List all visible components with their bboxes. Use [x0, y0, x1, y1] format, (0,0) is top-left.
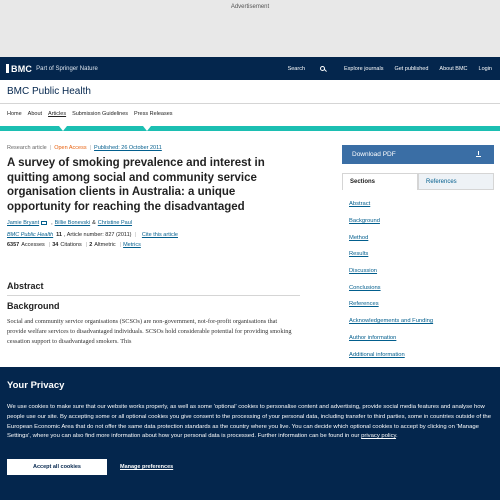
privacy-title: Your Privacy	[7, 380, 65, 391]
nav-indicator-notch	[59, 126, 67, 131]
nav-indicator-notch	[143, 126, 151, 131]
get-published-link[interactable]: Get published	[394, 65, 429, 72]
abstract-text: Social and community service organisations (SCSOs) are non-government, not-for-profit organisations that provide welfare services to disadvantaged individuals. SCSOs hold considerable potential for providing smoking cessation support to disadvantaged smokers. This	[7, 318, 292, 345]
metrics-link[interactable]: Metrics	[123, 242, 141, 248]
metrics-separator: |	[119, 242, 122, 248]
section-link-method[interactable]: Method	[349, 234, 369, 241]
privacy-body: We use cookies to make sure that our website works properly, as well as some 'optional' cookies to personalise content and advertising, provide social media features and analyse how people use our site. By accepting some or all optional cookies you give consent to the processing of your personal data, including transfer to third parties, some in countries outside of the European Economic Area that do not offer the same data protection standards as the country where you live. You can decide which optional cookies to accept by clicking on 'Manage Settings', where you can also find more information about how your personal data is processed. Further information can be found in our	[7, 404, 491, 440]
section-link-additional-information[interactable]: Additional information	[349, 351, 405, 358]
author-link[interactable]: Billie Bonevski	[54, 220, 91, 226]
article-metrics	[7, 242, 307, 248]
sections-list	[342, 196, 494, 363]
altmetric-count: 2	[89, 242, 93, 248]
nav-articles[interactable]: Articles	[48, 111, 67, 117]
mail-icon[interactable]	[41, 221, 47, 225]
author-link[interactable]: Christine Paul	[97, 220, 133, 226]
citation-line	[7, 232, 307, 238]
privacy-policy-link[interactable]: privacy policy	[361, 433, 397, 440]
citations-count: 34	[52, 242, 59, 248]
journal-navigation	[7, 111, 179, 117]
section-link-references[interactable]: References	[349, 301, 379, 308]
open-access-badge: Open Access	[54, 145, 87, 151]
search-button[interactable]	[288, 66, 333, 72]
sidebar-tabs	[342, 173, 494, 190]
journal-name-link[interactable]: BMC Public Health	[7, 232, 54, 238]
logo-text: BMC	[11, 63, 33, 74]
logo-subtitle: Part of Springer Nature	[36, 65, 98, 72]
download-pdf-label: Download PDF	[352, 151, 396, 158]
privacy-text	[7, 403, 495, 442]
article-meta	[7, 145, 307, 151]
divider	[7, 295, 300, 296]
advertisement-area	[0, 0, 500, 57]
section-link-abstract[interactable]: Abstract	[349, 201, 371, 208]
manage-preferences-button[interactable]: Manage preferences	[120, 464, 174, 470]
author-separator: ,	[51, 220, 53, 226]
metrics-separator: |	[85, 242, 88, 248]
section-link-background[interactable]: Background	[349, 218, 380, 225]
nav-about[interactable]: About	[27, 111, 43, 117]
accesses-label: Accesses	[21, 242, 45, 248]
journal-title[interactable]: BMC Public Health	[7, 86, 91, 97]
nav-home[interactable]: Home	[7, 111, 22, 117]
tab-sections[interactable]: Sections	[342, 173, 418, 190]
metrics-separator: |	[48, 242, 51, 248]
accesses-count: 6357	[7, 242, 20, 248]
top-navigation	[288, 66, 500, 72]
sidebar	[342, 145, 494, 363]
altmetric-label: Altmetric	[94, 242, 116, 248]
bmc-logo[interactable]	[6, 64, 98, 74]
download-pdf-button[interactable]	[342, 145, 494, 164]
tab-references[interactable]: References	[418, 173, 494, 190]
author-separator: &	[92, 220, 96, 226]
cookie-consent-banner	[0, 367, 500, 500]
article-header	[7, 145, 307, 248]
article-type: Research article	[7, 145, 47, 151]
login-link[interactable]: Login	[478, 65, 492, 72]
author-list	[7, 220, 307, 226]
abstract-heading: Abstract	[7, 281, 44, 291]
site-header	[0, 57, 500, 80]
background-heading: Background	[7, 301, 60, 311]
teal-band	[0, 126, 500, 131]
section-link-acknowledgements[interactable]: Acknowledgements and Funding	[349, 318, 434, 325]
explore-journals-link[interactable]: Explore journals	[344, 65, 384, 72]
logo-mark	[6, 64, 32, 74]
about-bmc-link[interactable]: About BMC	[439, 65, 468, 72]
author-link[interactable]: Jamie Bryant	[7, 220, 40, 226]
citations-label: Citations	[60, 242, 82, 248]
section-link-discussion[interactable]: Discussion	[349, 268, 378, 275]
accept-all-cookies-button[interactable]: Accept all cookies	[7, 459, 107, 475]
meta-separator: |	[89, 145, 92, 151]
divider	[0, 103, 500, 104]
volume-number: 11	[56, 232, 62, 238]
nav-press-releases[interactable]: Press Releases	[134, 111, 173, 117]
download-icon	[476, 151, 481, 157]
meta-separator: |	[134, 232, 136, 238]
section-link-conclusions[interactable]: Conclusions	[349, 284, 381, 291]
meta-separator: |	[49, 145, 52, 151]
search-icon	[320, 66, 325, 71]
privacy-period: .	[396, 433, 398, 440]
search-label: Search	[287, 65, 306, 72]
section-link-author-information[interactable]: Author information	[349, 334, 397, 341]
article-title: A survey of smoking prevalence and interest in quitting among social and community service organisation clients in Australia: a unique opportunity for reaching the disadvantaged	[7, 157, 265, 213]
article-number: , Article number: 827 (2011)	[64, 232, 132, 238]
published-date[interactable]: Published: 26 October 2011	[94, 145, 162, 151]
nav-submission-guidelines[interactable]: Submission Guidelines	[72, 111, 129, 117]
cite-this-article-link[interactable]: Cite this article	[141, 232, 178, 238]
advertisement-label: Advertisement	[230, 4, 270, 10]
section-link-results[interactable]: Results	[349, 251, 369, 258]
logo-bar-icon	[6, 64, 9, 73]
